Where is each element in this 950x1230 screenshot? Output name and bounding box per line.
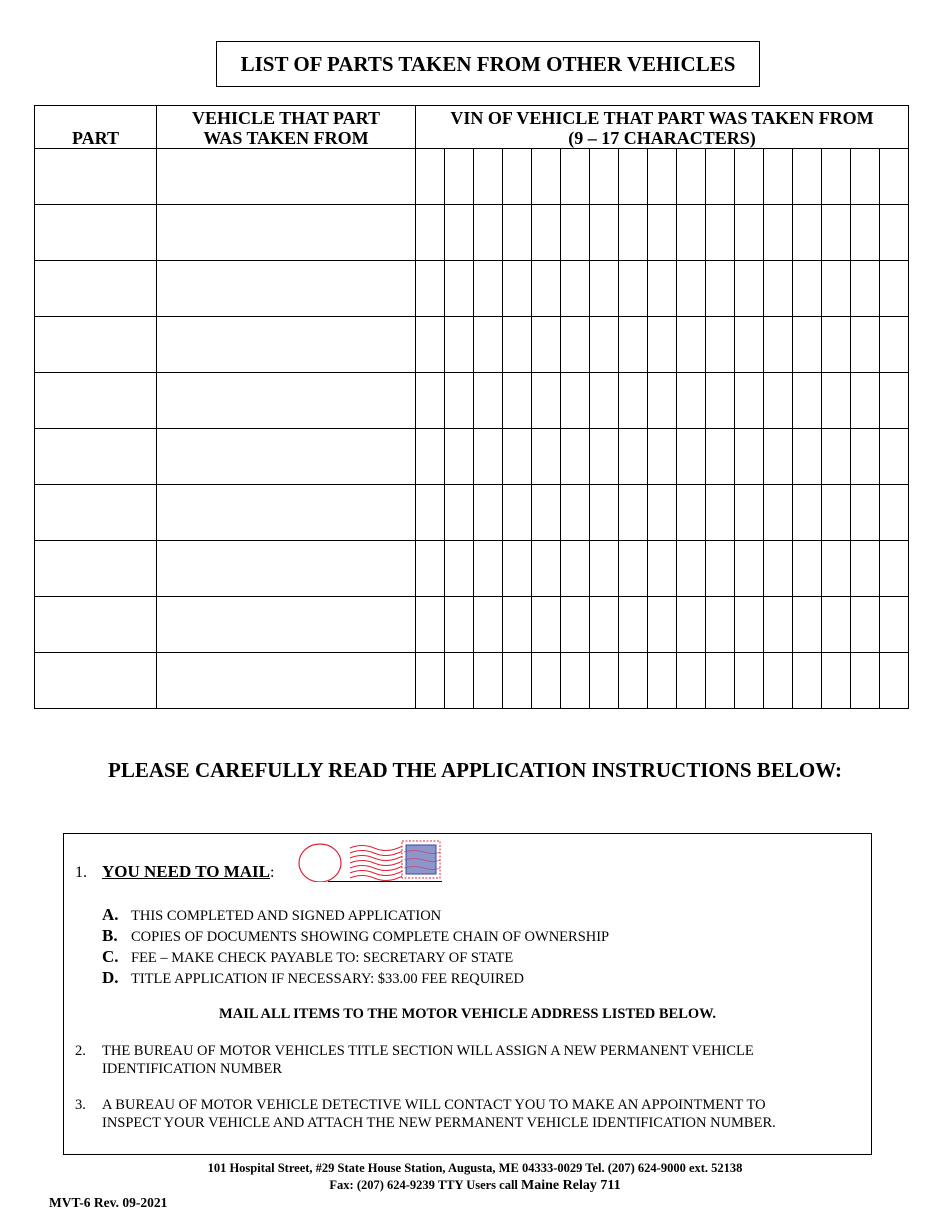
vin-char-box[interactable] — [822, 541, 851, 597]
part-cell[interactable] — [35, 485, 157, 541]
mail-label: YOU NEED TO MAIL — [102, 862, 270, 881]
table-row — [35, 149, 909, 205]
vin-char-box[interactable] — [648, 205, 677, 261]
vin-char-box[interactable] — [648, 485, 677, 541]
vin-char-box[interactable] — [619, 485, 648, 541]
vin-char-box[interactable] — [532, 653, 561, 709]
vin-char-box[interactable] — [706, 373, 735, 429]
table-row — [35, 541, 909, 597]
vin-char-box[interactable] — [474, 149, 503, 205]
vin-char-box[interactable] — [590, 373, 619, 429]
vin-char-box[interactable] — [445, 485, 474, 541]
vin-char-box[interactable] — [764, 317, 793, 373]
vin-char-box[interactable] — [677, 317, 706, 373]
vin-char-box[interactable] — [474, 653, 503, 709]
vin-char-box[interactable] — [735, 205, 764, 261]
vin-char-box[interactable] — [735, 149, 764, 205]
vin-char-box[interactable] — [590, 205, 619, 261]
list-item: B. COPIES OF DOCUMENTS SHOWING COMPLETE CHAIN OF OWNERSHIP — [102, 926, 610, 945]
vin-char-box[interactable] — [532, 597, 561, 653]
vehicle-cell[interactable] — [157, 317, 416, 373]
part-cell[interactable] — [35, 429, 157, 485]
vin-char-box[interactable] — [532, 485, 561, 541]
vin-char-box[interactable] — [706, 541, 735, 597]
form-title-text: LIST OF PARTS TAKEN FROM OTHER VEHICLES — [240, 51, 736, 76]
vin-char-box[interactable] — [416, 597, 445, 653]
vehicle-cell[interactable] — [157, 653, 416, 709]
vin-char-box[interactable] — [474, 261, 503, 317]
vin-char-box[interactable] — [793, 597, 822, 653]
footer-address: 101 Hospital Street, #29 State House Station, Augusta, ME 04333-0029 Tel. (207) 624-9000 ext. 52138 — [207, 1161, 743, 1175]
vin-char-box[interactable] — [735, 429, 764, 485]
parts-table-header — [35, 106, 909, 149]
vin-char-box[interactable] — [851, 261, 880, 317]
vin-char-box[interactable] — [677, 149, 706, 205]
vin-char-box[interactable] — [503, 261, 532, 317]
vin-char-box[interactable] — [445, 429, 474, 485]
part-cell[interactable] — [35, 149, 157, 205]
form-title — [216, 41, 760, 87]
vin-char-box[interactable] — [735, 541, 764, 597]
footer-contact: Fax: (207) 624-9239 TTY Users call Maine Relay 711 — [329, 1178, 621, 1193]
vin-char-box[interactable] — [880, 597, 909, 653]
vin-char-box[interactable] — [590, 317, 619, 373]
address-footer — [0, 1160, 950, 1194]
header-vehicle: VEHICLE THAT PART WAS TAKEN FROM — [157, 106, 416, 149]
vehicle-cell[interactable] — [157, 205, 416, 261]
table-row — [35, 597, 909, 653]
mail-note: MAIL ALL ITEMS TO THE MOTOR VEHICLE ADDRESS LISTED BELOW. — [219, 1006, 716, 1022]
vin-char-box[interactable] — [445, 597, 474, 653]
vin-char-box[interactable] — [648, 317, 677, 373]
vin-char-box[interactable] — [880, 653, 909, 709]
vin-char-box[interactable] — [706, 485, 735, 541]
vin-char-box[interactable] — [474, 429, 503, 485]
part-cell[interactable] — [35, 317, 157, 373]
part-cell[interactable] — [35, 205, 157, 261]
vin-char-box[interactable] — [793, 429, 822, 485]
vin-char-box[interactable] — [764, 653, 793, 709]
vin-char-box[interactable] — [619, 597, 648, 653]
vin-char-box[interactable] — [735, 653, 764, 709]
vin-char-box[interactable] — [706, 429, 735, 485]
vehicle-cell[interactable] — [157, 373, 416, 429]
vehicle-cell[interactable] — [157, 261, 416, 317]
vin-char-box[interactable] — [764, 429, 793, 485]
vin-char-box[interactable] — [677, 373, 706, 429]
vin-char-box[interactable] — [851, 205, 880, 261]
vin-char-box[interactable] — [677, 541, 706, 597]
part-cell[interactable] — [35, 541, 157, 597]
vin-char-box[interactable] — [880, 261, 909, 317]
vin-char-box[interactable] — [677, 597, 706, 653]
vin-char-box[interactable] — [677, 205, 706, 261]
vin-char-box[interactable] — [880, 205, 909, 261]
instruction-item-2: 2. THE BUREAU OF MOTOR VEHICLES TITLE SECTION WILL ASSIGN A NEW PERMANENT VEHICLE IDENTIFICATION NUMBER — [75, 1043, 754, 1077]
vehicle-cell[interactable] — [157, 429, 416, 485]
vin-char-box[interactable] — [561, 205, 590, 261]
part-cell[interactable] — [35, 373, 157, 429]
vin-char-box[interactable] — [474, 205, 503, 261]
vin-char-box[interactable] — [416, 373, 445, 429]
vin-char-box[interactable] — [561, 597, 590, 653]
vin-char-box[interactable] — [445, 373, 474, 429]
item-number: 1. — [75, 864, 87, 881]
vin-char-box[interactable] — [677, 429, 706, 485]
vin-char-box[interactable] — [619, 541, 648, 597]
table-row — [35, 653, 909, 709]
vin-char-box[interactable] — [590, 485, 619, 541]
mail-envelope-icon — [298, 838, 444, 882]
vin-char-box[interactable] — [532, 317, 561, 373]
vin-char-box[interactable] — [561, 317, 590, 373]
vin-char-box[interactable] — [851, 485, 880, 541]
vin-char-box[interactable] — [851, 541, 880, 597]
vin-char-box[interactable] — [851, 149, 880, 205]
vin-char-box[interactable] — [416, 317, 445, 373]
vin-char-box[interactable] — [822, 373, 851, 429]
vin-char-box[interactable] — [735, 261, 764, 317]
vin-char-box[interactable] — [677, 485, 706, 541]
vin-char-box[interactable] — [503, 373, 532, 429]
vin-char-box[interactable] — [532, 373, 561, 429]
vin-char-box[interactable] — [416, 429, 445, 485]
vin-char-box[interactable] — [416, 485, 445, 541]
vin-char-box[interactable] — [474, 317, 503, 373]
vin-char-box[interactable] — [416, 205, 445, 261]
vin-char-box[interactable] — [474, 597, 503, 653]
vin-char-box[interactable] — [619, 149, 648, 205]
header-part: PART — [35, 106, 157, 149]
vin-char-box[interactable] — [793, 653, 822, 709]
vin-char-box[interactable] — [445, 205, 474, 261]
vin-char-box[interactable] — [706, 149, 735, 205]
vin-char-box[interactable] — [619, 205, 648, 261]
table-row — [35, 429, 909, 485]
vehicle-cell[interactable] — [157, 149, 416, 205]
vin-char-box[interactable] — [590, 597, 619, 653]
vehicle-cell[interactable] — [157, 485, 416, 541]
vin-char-box[interactable] — [793, 205, 822, 261]
vin-char-box[interactable] — [445, 541, 474, 597]
vin-char-box[interactable] — [793, 541, 822, 597]
vin-char-box[interactable] — [648, 373, 677, 429]
vin-char-box[interactable] — [735, 485, 764, 541]
form-id: MVT-6 Rev. 09-2021 — [49, 1195, 168, 1210]
vin-char-box[interactable] — [648, 261, 677, 317]
vin-char-box[interactable] — [503, 653, 532, 709]
vin-char-box[interactable] — [735, 597, 764, 653]
vin-char-box[interactable] — [619, 373, 648, 429]
vin-char-box[interactable] — [561, 373, 590, 429]
vin-char-box[interactable] — [880, 541, 909, 597]
vin-char-box[interactable] — [474, 485, 503, 541]
instruction-item-1: 1. YOU NEED TO MAIL: — [75, 862, 275, 881]
table-row — [35, 373, 909, 429]
vin-char-box[interactable] — [416, 261, 445, 317]
vin-char-box[interactable] — [590, 429, 619, 485]
vin-char-box[interactable] — [793, 149, 822, 205]
parts-table — [34, 105, 909, 709]
vin-char-box[interactable] — [503, 205, 532, 261]
vin-char-box[interactable] — [706, 205, 735, 261]
vin-char-box[interactable] — [532, 205, 561, 261]
vin-char-box[interactable] — [416, 653, 445, 709]
vin-char-box[interactable] — [677, 261, 706, 317]
vin-char-box[interactable] — [880, 317, 909, 373]
vin-char-box[interactable] — [590, 261, 619, 317]
table-row — [35, 261, 909, 317]
vin-char-box[interactable] — [822, 317, 851, 373]
vin-char-box[interactable] — [416, 541, 445, 597]
vin-char-box[interactable] — [764, 149, 793, 205]
instructions-heading: PLEASE CAREFULLY READ THE APPLICATION INSTRUCTIONS BELOW: — [108, 758, 842, 782]
vin-char-box[interactable] — [822, 205, 851, 261]
part-cell[interactable] — [35, 261, 157, 317]
vin-char-box[interactable] — [793, 373, 822, 429]
vehicle-cell[interactable] — [157, 541, 416, 597]
vin-char-box[interactable] — [561, 485, 590, 541]
mail-items-list — [102, 904, 609, 988]
vin-char-box[interactable] — [619, 261, 648, 317]
vin-char-box[interactable] — [503, 317, 532, 373]
vin-char-box[interactable] — [590, 541, 619, 597]
vin-char-box[interactable] — [503, 597, 532, 653]
vin-char-box[interactable] — [503, 429, 532, 485]
vin-char-box[interactable] — [706, 653, 735, 709]
vin-char-box[interactable] — [648, 597, 677, 653]
table-row — [35, 317, 909, 373]
vin-char-box[interactable] — [793, 485, 822, 541]
vin-char-box[interactable] — [648, 149, 677, 205]
vin-char-box[interactable] — [503, 541, 532, 597]
vin-char-box[interactable] — [880, 429, 909, 485]
header-vin: VIN OF VEHICLE THAT PART WAS TAKEN FROM (9 – 17 CHARACTERS) — [416, 106, 909, 149]
vin-char-box[interactable] — [706, 261, 735, 317]
vin-char-box[interactable] — [561, 653, 590, 709]
instructions-box — [63, 833, 872, 1155]
table-row — [35, 205, 909, 261]
vin-char-box[interactable] — [706, 597, 735, 653]
vin-char-box[interactable] — [677, 653, 706, 709]
vin-char-box[interactable] — [793, 261, 822, 317]
list-item: D. TITLE APPLICATION IF NECESSARY: $33.00 FEE REQUIRED — [102, 968, 525, 987]
vin-char-box[interactable] — [822, 149, 851, 205]
vin-char-box[interactable] — [648, 653, 677, 709]
vin-char-box[interactable] — [822, 429, 851, 485]
vin-char-box[interactable] — [822, 261, 851, 317]
vin-char-box[interactable] — [822, 653, 851, 709]
vin-char-box[interactable] — [474, 373, 503, 429]
vin-char-box[interactable] — [532, 261, 561, 317]
vin-char-box[interactable] — [503, 485, 532, 541]
part-cell[interactable] — [35, 653, 157, 709]
vin-char-box[interactable] — [532, 541, 561, 597]
vin-char-box[interactable] — [503, 149, 532, 205]
vin-char-box[interactable] — [851, 653, 880, 709]
part-cell[interactable] — [35, 597, 157, 653]
vin-char-box[interactable] — [445, 317, 474, 373]
vin-char-box[interactable] — [851, 429, 880, 485]
vin-char-box[interactable] — [561, 149, 590, 205]
vin-char-box[interactable] — [445, 653, 474, 709]
vin-char-box[interactable] — [706, 317, 735, 373]
vin-char-box[interactable] — [764, 541, 793, 597]
vin-char-box[interactable] — [880, 373, 909, 429]
vin-char-box[interactable] — [648, 429, 677, 485]
vin-char-box[interactable] — [880, 149, 909, 205]
vin-char-box[interactable] — [532, 149, 561, 205]
vin-char-box[interactable] — [764, 261, 793, 317]
vin-char-box[interactable] — [416, 149, 445, 205]
vin-char-box[interactable] — [561, 429, 590, 485]
vin-char-box[interactable] — [474, 541, 503, 597]
vin-char-box[interactable] — [619, 653, 648, 709]
vin-char-box[interactable] — [764, 205, 793, 261]
vin-char-box[interactable] — [619, 429, 648, 485]
vin-char-box[interactable] — [764, 485, 793, 541]
vin-char-box[interactable] — [619, 317, 648, 373]
vin-char-box[interactable] — [445, 261, 474, 317]
list-item: C. FEE – MAKE CHECK PAYABLE TO: SECRETARY OF STATE — [102, 947, 514, 966]
vin-char-box[interactable] — [735, 317, 764, 373]
vin-char-box[interactable] — [561, 261, 590, 317]
vin-char-box[interactable] — [822, 597, 851, 653]
vin-char-box[interactable] — [590, 149, 619, 205]
vin-char-box[interactable] — [793, 317, 822, 373]
vin-char-box[interactable] — [445, 149, 474, 205]
vin-char-box[interactable] — [648, 541, 677, 597]
vin-char-box[interactable] — [851, 597, 880, 653]
vin-char-box[interactable] — [851, 317, 880, 373]
vin-char-box[interactable] — [880, 485, 909, 541]
vin-char-box[interactable] — [764, 597, 793, 653]
vin-char-box[interactable] — [590, 653, 619, 709]
list-item: A. THIS COMPLETED AND SIGNED APPLICATION — [102, 905, 442, 924]
vin-char-box[interactable] — [735, 373, 764, 429]
instruction-item-3: 3. A BUREAU OF MOTOR VEHICLE DETECTIVE WILL CONTACT YOU TO MAKE AN APPOINTMENT TO INSPECT YOUR VEHICLE AND ATTACH THE NEW PERMANENT VEHICLE IDENTIFICATION NUMBER. — [75, 1097, 776, 1131]
vin-char-box[interactable] — [851, 373, 880, 429]
vin-char-box[interactable] — [561, 541, 590, 597]
vin-char-box[interactable] — [822, 485, 851, 541]
vin-char-box[interactable] — [532, 429, 561, 485]
vin-char-box[interactable] — [764, 373, 793, 429]
table-row — [35, 485, 909, 541]
vehicle-cell[interactable] — [157, 597, 416, 653]
